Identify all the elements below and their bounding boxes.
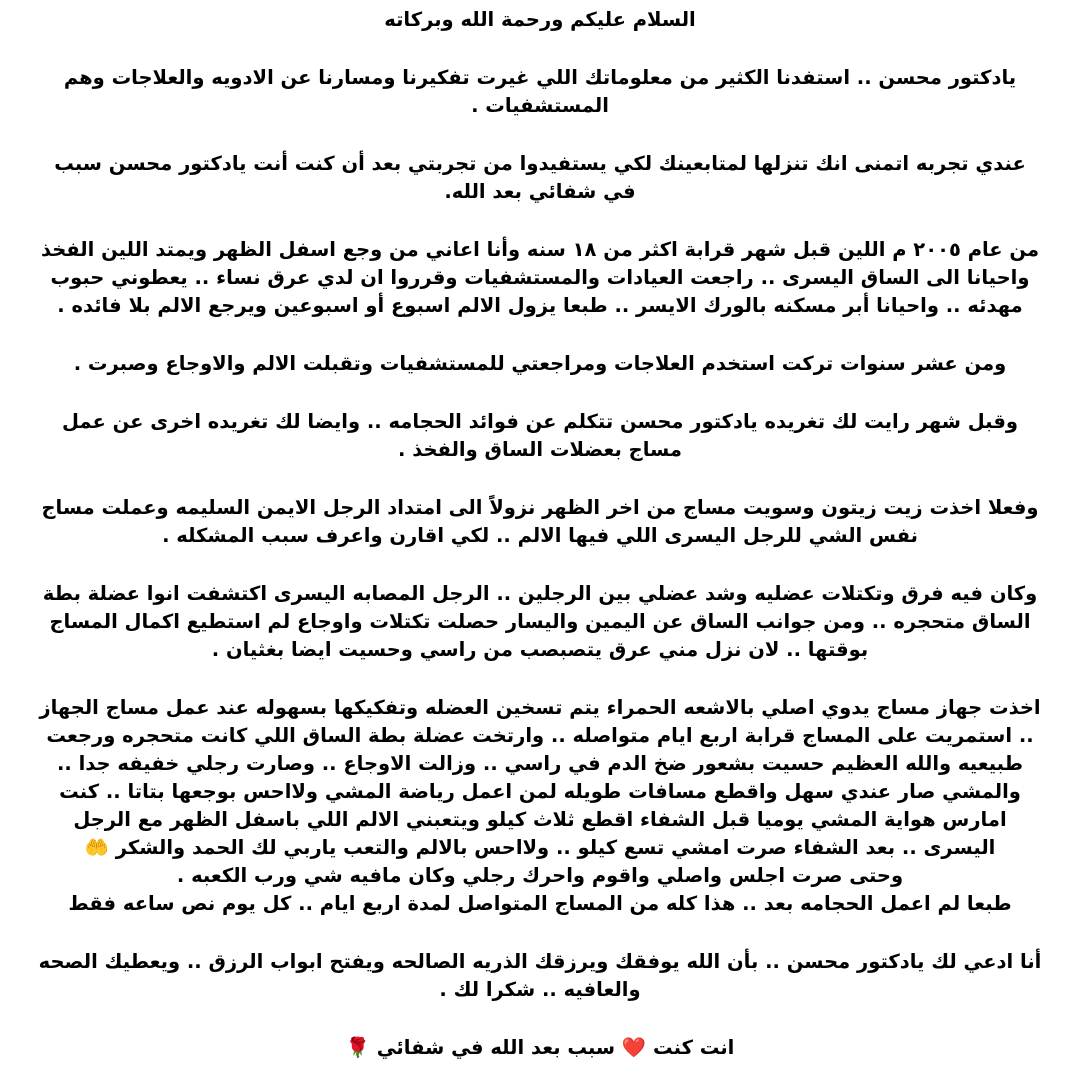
closing-line: [38, 1034, 1042, 1062]
spacer: [38, 120, 1042, 150]
spacer: [38, 918, 1042, 948]
spacer: [38, 206, 1042, 236]
rose-icon: 🌹: [345, 1036, 370, 1059]
heart-icon: ❤️: [621, 1036, 647, 1059]
spacer: [38, 34, 1042, 64]
paragraph-device: اخذت جهاز مساج يدوي اصلي بالاشعه الحمراء يتم تسخين العضله وتفكيكها بسهوله عند عمل مساج الجهاز .. استمريت على المساج قرابة اربع ايام متواصله .. وارتخت عضلة بطة الساق اللي كانت متحجره ورجعت طبيعيه والله العظيم حسيت بشعور ضخ الدم في راسي .. وزالت الاوجاع .. وصارت رجلي خفيفه جدا .. والمشي صار عندي سهل واقطع مسافات طويله لمن اعمل رياضة المشي ولااحس بوجعها بتاتا .. كنت امارس هواية المشي يوميا قبل الشفاء اقطع ثلاث كيلو ويتعبني الالم اللي باسفل الظهر مع الرجل اليسرى .. بعد الشفاء صرت امشي تسع كيلو .. ولااحس بالالم والتعب ياربي لك الحمد والشكر 🤲: [39, 696, 1041, 859]
paragraph-massage-start: وفعلا اخذت زيت زيتون وسويت مساج من اخر الظهر نزولاً الى امتداد الرجل الايمن السليمه وعملت مساج نفس الشي للرجل اليسرى اللي فيها الالم .. لكي اقارن واعرف سبب المشكله .: [41, 496, 1039, 547]
spacer: [38, 1004, 1042, 1034]
spacer: [38, 464, 1042, 494]
closing-text-end: سبب بعد الله في شفائي: [376, 1036, 616, 1059]
paragraph-prayer: أنا ادعي لك يادكتور محسن .. بأن الله يوفقك ويرزقك الذريه الصالحه ويفتح ابواب الرزق .. ويعطيك الصحه والعافيه .. شكرا لك .: [38, 950, 1042, 1001]
paragraph-thanks: يادكتور محسن .. استفدنا الكثير من معلوماتك اللي غيرت تفكيرنا ومسارنا عن الادويه والعلاجات وهم المستشفيات .: [63, 66, 1017, 117]
paragraph-request: عندي تجربه اتمنى انك تنزلها لمتابعينك لكي يستفيدوا من تجربتي بعد أن كنت أنت يادكتور محسن سبب في شفائي بعد الله.: [54, 152, 1026, 203]
paragraph-no-cupping: طبعا لم اعمل الحجامه بعد .. هذا كله من المساج المتواصل لمدة اربع ايام .. كل يوم نص ساعه فقط: [68, 892, 1012, 915]
spacer: [38, 320, 1042, 350]
spacer: [38, 550, 1042, 580]
spacer: [38, 378, 1042, 408]
paragraph-difference: وكان فيه فرق وتكتلات عضليه وشد عضلي بين الرجلين .. الرجل المصابه اليسرى اكتشفت انوا عضلة بطة الساق متحجره .. ومن جوانب الساق عن اليمين واليسار حصلت تكتلات واوجاع لم استطيع اكمال المساج بوقتها .. لان نزل مني عرق يتصبصب من راسي وحسيت ايضا بغثيان .: [42, 582, 1038, 661]
paragraph-tweet: وقبل شهر رايت لك تغريده يادكتور محسن تتكلم عن فوائد الحجامه .. وايضا لك تغريده اخرى عن عمل مساج بعضلات الساق والفخذ .: [62, 410, 1018, 461]
closing-text-start: انت كنت: [652, 1036, 735, 1059]
spacer: [38, 664, 1042, 694]
paragraph-stopped-treatment: ومن عشر سنوات تركت استخدم العلاجات ومراجعتي للمستشفيات وتقبلت الالم والاوجاع وصبرت .: [73, 352, 1007, 375]
greeting: السلام عليكم ورحمة الله وبركاته: [384, 8, 696, 31]
paragraph-recovery: وحتى صرت اجلس واصلي واقوم واحرك رجلي وكان مافيه شي ورب الكعبه .: [176, 864, 904, 887]
paragraph-history: من عام ٢٠٠٥ م اللين قبل شهر قرابة اكثر من ١٨ سنه وأنا اعاني من وجع اسفل الظهر ويمتد اللين الفخذ واحيانا الى الساق اليسرى .. راجعت العيادات والمستشفيات وقرروا ان لدي عرق نساء .. يعطوني حبوب مهدئه .. واحيانا أبر مسكنه بالورك الايسر .. طبعا يزول الالم اسبوع أو اسبوعين ويرجع الالم بلا فائده .: [40, 238, 1040, 317]
